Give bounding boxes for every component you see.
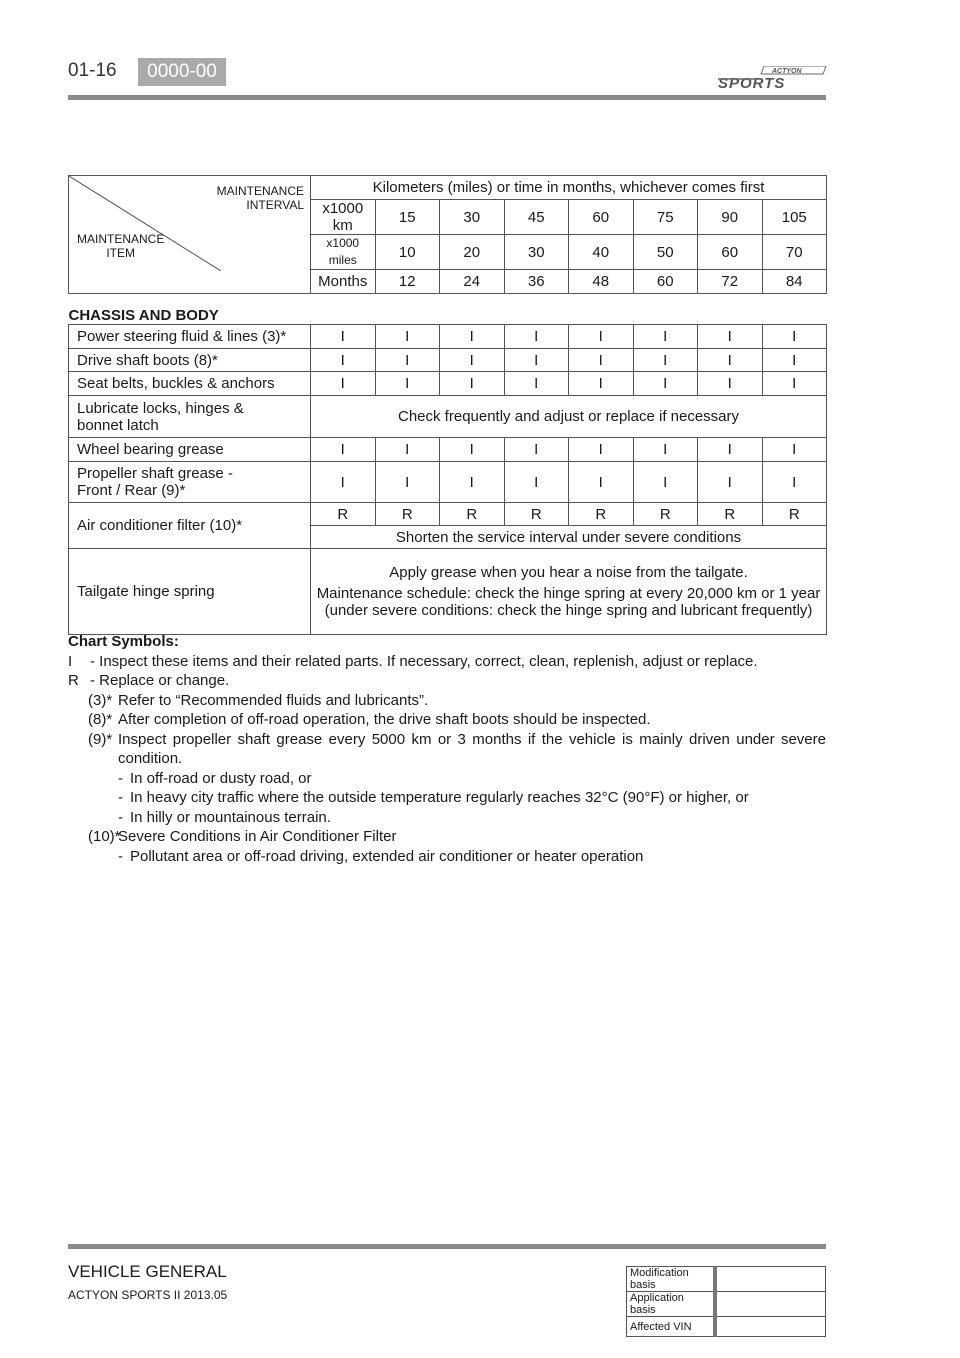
row-cell: I [504,462,569,503]
note-text: Severe Conditions in Air Conditioner Filter [118,828,397,845]
row-cell: I [633,462,698,503]
months-label: Months [311,270,376,294]
table-row [69,325,827,349]
footer-title: VEHICLE GENERAL [68,1262,227,1281]
row-cell: I [311,325,376,349]
months-cell: 60 [633,270,698,294]
row-cell: I [698,438,763,462]
logo-top-text: ACTYON [772,68,802,75]
months-cell: 48 [569,270,634,294]
months-cell: 84 [762,270,827,294]
row-cell: I [440,325,505,349]
note-key: (9)* [88,730,113,748]
logo-main-text: SPORTS [718,75,786,90]
km-cell: 45 [504,200,569,235]
row-item-label: Drive shaft boots (8)* [69,349,311,372]
row-item-label: Seat belts, buckles & anchors [69,372,311,396]
row-item-label: Power steering fluid & lines (3)* [69,325,311,349]
row-cell: I [375,372,440,396]
km-cell: 30 [440,200,505,235]
corner-interval-line1: MAINTENANCE [216,184,304,198]
note-sub-item: - Pollutant area or off-road driving, extended air conditioner or heater operation [68,847,826,867]
symbol-i [68,652,826,672]
symbol-key: I [68,652,73,670]
row-cell: I [633,325,698,349]
tailgate-note-1: Apply grease when you hear a noise from the tailgate. [389,564,748,581]
note-sub-item: - In hilly or mountainous terrain. [68,808,826,828]
row-cell: R [375,503,440,526]
note-sub-item: - In off-road or dusty road, or [68,769,826,789]
table-row [69,349,827,372]
km-label: x1000 km [311,200,376,235]
row-cell: I [311,438,376,462]
miles-cell: 50 [633,235,698,270]
miles-cell: 60 [698,235,763,270]
months-cell: 36 [504,270,569,294]
row-cell: I [504,438,569,462]
row-cell: I [375,325,440,349]
months-cell: 12 [375,270,440,294]
row-cell: I [762,349,827,372]
table-corner-header [69,176,311,294]
note-key: (8)* [88,711,113,728]
row-cell: I [311,462,376,503]
row-cell: I [762,438,827,462]
km-cell: 15 [375,200,440,235]
row-cell: I [698,349,763,372]
row-cell: I [698,462,763,503]
row-cell: I [504,325,569,349]
symbol-text: - Inspect these items and their related parts. If necessary, correct, clean, replenish, adjust or replace. [90,652,758,670]
actyon-sports-logo [716,66,828,90]
months-cell: 24 [440,270,505,294]
row-cell: I [375,438,440,462]
row-item-label: Air conditioner filter (10)* [69,503,311,549]
note-sub-text: In off-road or dusty road, or [130,769,312,787]
row-cell: I [375,462,440,503]
header-rule [68,95,826,100]
row-cell: I [440,462,505,503]
note-sub-item: - In heavy city traffic where the outside temperature regularly reaches 32°C (90°F) or higher, or [68,788,826,808]
row-item-label [69,396,311,438]
miles-cell: 40 [569,235,634,270]
table-row [69,549,827,635]
basis-value [715,1317,826,1337]
row-cell: I [311,372,376,396]
row-cell: I [633,349,698,372]
row-cell: R [762,503,827,526]
maintenance-schedule-table [68,175,827,635]
basis-label: Affected VIN [627,1317,715,1337]
row-cell: I [569,349,634,372]
row-item-label: Wheel bearing grease [69,438,311,462]
chart-symbols [68,632,826,866]
symbols-title: Chart Symbols: [68,633,179,650]
km-cell: 90 [698,200,763,235]
row-cell: R [311,503,376,526]
table-row [69,396,827,438]
footer-rule [68,1244,826,1249]
basis-label: Application basis [627,1292,715,1317]
row-cell: R [504,503,569,526]
corner-item-line1: MAINTENANCE [77,232,165,246]
miles-cell: 30 [504,235,569,270]
tailgate-note-2: Maintenance schedule: check the hinge spring at every 20,000 km or 1 year (under severe conditions: check the hinge spring and lubricant frequently) [316,585,821,619]
section-heading: CHASSIS AND BODY [68,307,219,324]
note-3 [68,691,826,711]
row-cell: R [440,503,505,526]
km-cell: 60 [569,200,634,235]
row-cell: I [633,438,698,462]
row-span-note: Shorten the service interval under severe conditions [311,526,827,549]
row-cell: I [504,349,569,372]
basis-value [715,1267,826,1292]
table-row [69,503,827,526]
row-cell: I [311,349,376,372]
symbol-key: R [68,672,79,689]
row-cell: I [569,372,634,396]
row-span-note: Check frequently and adjust or replace if necessary [311,396,827,438]
note-10 [68,827,826,847]
note-text: Inspect propeller shaft grease every 5000 km or 3 months if the vehicle is mainly driven under severe condition. [118,730,826,767]
basis-value [715,1292,826,1317]
row-cell: I [698,372,763,396]
row-cell: I [762,462,827,503]
months-cell: 72 [698,270,763,294]
corner-interval-line2: INTERVAL [246,198,304,212]
row-cell: I [569,325,634,349]
page-number: 01-16 [68,60,117,81]
row-item-line: Lubricate locks, hinges & [77,399,244,417]
km-cell: 75 [633,200,698,235]
row-cell: I [633,372,698,396]
km-cell: 105 [762,200,827,235]
row-cell: I [440,349,505,372]
interval-caption: Kilometers (miles) or time in months, whichever comes first [311,176,827,200]
basis-label: Modification basis [627,1267,715,1292]
note-sub-text: In heavy city traffic where the outside temperature regularly reaches 32°C (90°F) or higher, or [130,789,749,806]
row-cell: R [698,503,763,526]
note-8 [68,710,826,730]
note-9 [68,730,826,769]
row-cell: R [569,503,634,526]
miles-cell: 70 [762,235,827,270]
note-sub-text: Pollutant area or off-road driving, extended air conditioner or heater operation [130,847,644,865]
table-row [69,372,827,396]
row-item-line: Propeller shaft grease - [77,465,233,482]
section-code-badge: 0000-00 [138,58,226,86]
row-cell: I [440,372,505,396]
note-sub-text: In hilly or mountainous terrain. [130,808,331,826]
row-span-note [311,549,827,635]
symbol-r [68,671,826,691]
row-cell: I [698,325,763,349]
row-item-label: Tailgate hinge spring [69,549,311,635]
table-row [69,438,827,462]
note-text: Refer to “Recommended fluids and lubricants”. [118,691,429,709]
row-item-line: bonnet latch [77,416,159,434]
row-cell: I [569,438,634,462]
corner-item-line2: ITEM [106,246,135,260]
row-cell: I [440,438,505,462]
miles-label: x1000 miles [311,235,376,270]
note-key: (10)* [88,828,121,845]
table-row [69,462,827,503]
row-cell: I [569,462,634,503]
note-text: After completion of off-road operation, the drive shaft boots should be inspected. [118,711,651,728]
symbol-text: - Replace or change. [90,672,230,689]
row-cell: I [504,372,569,396]
row-cell: I [762,325,827,349]
row-cell: I [762,372,827,396]
row-item-line: Front / Rear (9)* [77,482,186,499]
row-cell: I [375,349,440,372]
miles-cell: 10 [375,235,440,270]
note-key: (3)* [88,691,113,709]
basis-table [626,1266,826,1337]
row-item-label [69,462,311,503]
footer-subtitle: ACTYON SPORTS II 2013.05 [68,1288,228,1302]
row-cell: R [633,503,698,526]
miles-cell: 20 [440,235,505,270]
